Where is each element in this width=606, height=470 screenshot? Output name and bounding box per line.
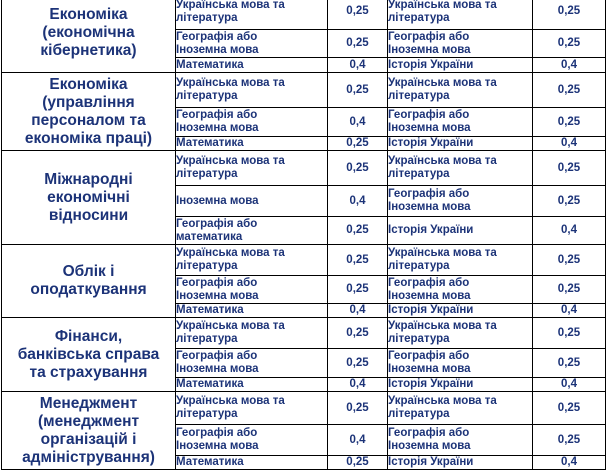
right-coefficient: 0,4: [561, 137, 577, 149]
right-coefficient-cell: [533, 151, 606, 186]
left-subject-cell: [176, 58, 328, 73]
right-subject-cell: [388, 456, 533, 470]
left-coefficient: 0,25: [346, 456, 369, 468]
table-row: [2, 0, 606, 30]
specialty-name: Облік і оподаткування: [30, 263, 147, 298]
left-subject-cell: [176, 108, 328, 137]
left-coefficient: 0,25: [346, 326, 369, 339]
right-subject-cell: [388, 0, 533, 30]
left-subject-cell: [176, 318, 328, 349]
right-coefficient: 0,25: [557, 161, 581, 174]
left-subject-cell: [176, 276, 328, 304]
left-coefficient: 0,25: [346, 161, 369, 174]
left-subject-cell: [176, 186, 328, 217]
table-body: [2, 0, 606, 470]
right-coefficient-cell: [533, 304, 606, 318]
right-subject: Українська мова та література: [388, 395, 497, 420]
right-coefficient-cell: [533, 30, 606, 58]
left-subject-cell: [176, 151, 328, 186]
left-coefficient-cell: [328, 349, 388, 378]
left-subject: Географія або Іноземна мова: [176, 30, 259, 56]
left-subject: Математика: [176, 304, 244, 316]
left-coefficient-cell: [328, 151, 388, 186]
left-subject-cell: [176, 392, 328, 425]
specialty-cell: [2, 392, 176, 470]
right-subject-cell: [388, 276, 533, 304]
right-coefficient: 0,4: [561, 456, 577, 468]
right-coefficient-cell: [533, 186, 606, 217]
right-coefficient-cell: [533, 73, 606, 108]
table-row: [2, 151, 606, 186]
right-coefficient-cell: [533, 318, 606, 349]
table-row: [2, 392, 606, 425]
right-coefficient-cell: [533, 349, 606, 378]
left-subject: Українська мова та література: [176, 155, 285, 180]
left-subject: Географія або математика: [176, 217, 258, 243]
specialty-cell: [2, 0, 176, 73]
right-subject: Географія або Іноземна мова: [388, 188, 471, 213]
left-coefficient: 0,4: [349, 304, 366, 316]
left-subject: Географія або Іноземна мова: [176, 276, 259, 302]
left-subject-cell: [176, 304, 328, 318]
right-subject-cell: [388, 58, 533, 73]
right-coefficient: 0,4: [561, 378, 577, 390]
left-subject: Українська мова та література: [176, 77, 285, 102]
right-coefficient-cell: [533, 0, 606, 30]
right-coefficient: 0,25: [557, 401, 581, 414]
left-coefficient-cell: [328, 217, 388, 245]
left-coefficient-cell: [328, 276, 388, 304]
right-subject-cell: [388, 108, 533, 137]
right-subject: Українська мова та література: [388, 247, 497, 272]
right-coefficient: 0,25: [557, 194, 581, 207]
right-subject-cell: [388, 378, 533, 392]
right-subject: Українська мова та література: [388, 77, 497, 102]
specialty-cell: [2, 73, 176, 151]
left-coefficient: 0,25: [346, 83, 369, 96]
table-row: [2, 318, 606, 349]
left-coefficient: 0,25: [346, 253, 369, 266]
right-subject: Географія або Іноземна мова: [388, 109, 471, 134]
left-coefficient-cell: [328, 58, 388, 73]
left-subject: Іноземна мова: [176, 194, 259, 207]
left-coefficient-cell: [328, 456, 388, 470]
right-coefficient-cell: [533, 392, 606, 425]
left-subject: Математика: [176, 378, 244, 390]
left-subject: Українська мова та література: [176, 0, 285, 24]
right-subject-cell: [388, 73, 533, 108]
left-subject-cell: [176, 456, 328, 470]
right-subject-cell: [388, 137, 533, 151]
right-subject: Українська мова та література: [388, 155, 497, 180]
right-subject: Історія України: [388, 224, 474, 236]
left-coefficient-cell: [328, 73, 388, 108]
left-subject: Математика: [176, 58, 244, 71]
left-subject: Українська мова та література: [176, 395, 285, 420]
left-coefficient-cell: [328, 318, 388, 349]
right-coefficient-cell: [533, 425, 606, 456]
table-row: [2, 73, 606, 108]
right-subject: Географія або Іноземна мова: [388, 276, 471, 302]
specialty-name: Фінанси, банківська справа та страхування: [17, 327, 160, 381]
specialty-cell: [2, 245, 176, 318]
left-coefficient-cell: [328, 108, 388, 137]
right-coefficient-cell: [533, 456, 606, 470]
right-subject-cell: [388, 151, 533, 186]
left-subject: Українська мова та література: [176, 247, 285, 272]
left-coefficient: 0,4: [349, 433, 366, 446]
right-coefficient: 0,25: [557, 37, 581, 49]
left-subject-cell: [176, 378, 328, 392]
right-coefficient-cell: [533, 108, 606, 137]
right-subject: Географія або Іноземна мова: [388, 427, 471, 452]
right-subject: Історія України: [388, 304, 474, 316]
right-subject-cell: [388, 304, 533, 318]
right-coefficient-cell: [533, 245, 606, 276]
right-subject-cell: [388, 217, 533, 245]
left-coefficient-cell: [328, 392, 388, 425]
left-subject-cell: [176, 349, 328, 378]
left-subject: Географія або Іноземна мова: [176, 427, 259, 452]
right-subject-cell: [388, 318, 533, 349]
specialty-name: Міжнародні економічні відносини: [44, 170, 133, 224]
right-coefficient-cell: [533, 137, 606, 151]
left-subject: Математика: [176, 137, 244, 149]
right-coefficient: 0,25: [557, 433, 581, 446]
right-coefficient-cell: [533, 217, 606, 245]
left-coefficient-cell: [328, 186, 388, 217]
right-coefficient-cell: [533, 378, 606, 392]
right-coefficient: 0,25: [557, 253, 581, 266]
right-subject-cell: [388, 349, 533, 378]
specialty-cell: [2, 151, 176, 245]
left-coefficient: 0,25: [346, 224, 369, 236]
right-coefficient: 0,25: [557, 5, 581, 17]
right-subject-cell: [388, 186, 533, 217]
right-subject-cell: [388, 30, 533, 58]
right-coefficient: 0,4: [561, 58, 577, 71]
right-coefficient-cell: [533, 58, 606, 73]
left-subject-cell: [176, 0, 328, 30]
left-subject-cell: [176, 73, 328, 108]
right-subject: Українська мова та література: [388, 0, 497, 24]
left-subject-cell: [176, 425, 328, 456]
left-coefficient: 0,25: [346, 283, 369, 295]
right-coefficient: 0,25: [557, 326, 581, 339]
left-coefficient-cell: [328, 0, 388, 30]
left-coefficient: 0,4: [349, 378, 366, 390]
left-coefficient: 0,25: [346, 356, 369, 369]
right-coefficient: 0,4: [561, 304, 577, 316]
right-coefficient: 0,25: [557, 283, 581, 295]
left-coefficient: 0,4: [349, 194, 366, 207]
left-coefficient: 0,25: [346, 37, 369, 49]
right-subject: Українська мова та література: [388, 320, 497, 345]
right-coefficient: 0,25: [557, 356, 581, 369]
right-coefficient: 0,25: [557, 115, 581, 128]
left-coefficient-cell: [328, 304, 388, 318]
left-coefficient-cell: [328, 425, 388, 456]
specialty-cell: [2, 318, 176, 392]
specialty-name: Менеджмент (менеджмент організацій і адміністрування): [22, 394, 155, 466]
left-coefficient: 0,25: [346, 137, 369, 149]
left-coefficient: 0,4: [349, 115, 366, 128]
left-subject-cell: [176, 30, 328, 58]
right-subject: Історія України: [388, 456, 474, 468]
right-subject-cell: [388, 392, 533, 425]
right-subject: Географія або Іноземна мова: [388, 30, 471, 56]
left-coefficient-cell: [328, 30, 388, 58]
left-coefficient-cell: [328, 137, 388, 151]
left-subject-cell: [176, 245, 328, 276]
specialty-name: Економіка (економічна кібернетика): [40, 6, 137, 59]
table-row: [2, 245, 606, 276]
right-coefficient-cell: [533, 276, 606, 304]
admission-coefficients-table: [1, 0, 606, 470]
left-coefficient-cell: [328, 378, 388, 392]
left-subject: Математика: [176, 456, 244, 468]
right-subject: Географія або Іноземна мова: [388, 350, 471, 375]
right-subject-cell: [388, 245, 533, 276]
left-subject: Географія або Іноземна мова: [176, 109, 259, 134]
left-subject-cell: [176, 217, 328, 245]
left-subject: Українська мова та література: [176, 320, 285, 345]
left-coefficient: 0,4: [349, 58, 366, 71]
left-subject-cell: [176, 137, 328, 151]
right-subject: Історія України: [388, 378, 474, 390]
left-coefficient-cell: [328, 245, 388, 276]
specialty-name: Економіка (управління персоналом та економіка праці): [24, 75, 153, 147]
right-subject-cell: [388, 425, 533, 456]
left-coefficient: 0,25: [346, 5, 369, 17]
left-subject: Географія або Іноземна мова: [176, 350, 259, 375]
right-coefficient: 0,25: [557, 83, 581, 96]
right-coefficient: 0,4: [561, 224, 577, 236]
right-subject: Історія України: [388, 58, 474, 71]
left-coefficient: 0,25: [346, 401, 369, 414]
right-subject: Історія України: [388, 137, 474, 149]
